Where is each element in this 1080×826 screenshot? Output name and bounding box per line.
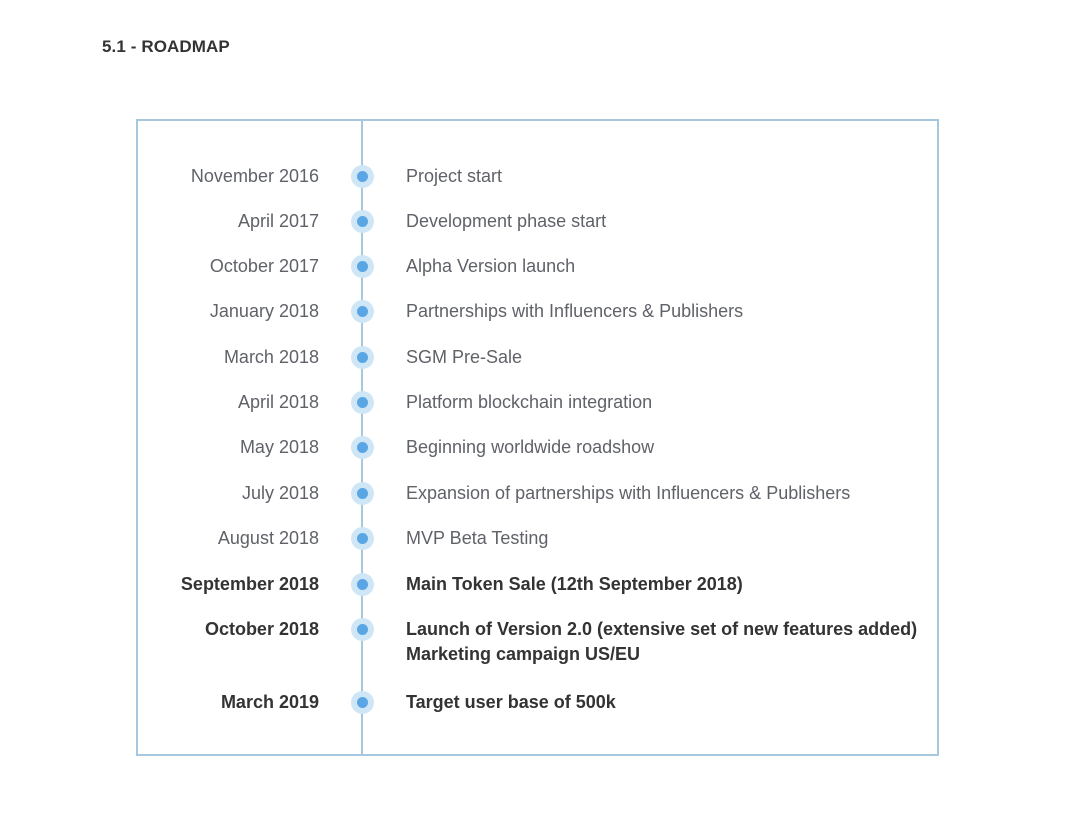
roadmap-date: April 2018 [237,392,319,412]
roadmap-item [0,299,1080,323]
roadmap-item [0,690,1080,714]
roadmap-event [406,572,743,596]
timeline-marker [351,618,374,641]
roadmap-item [0,435,1080,459]
roadmap-item [0,390,1080,414]
roadmap-event-line: Main Token Sale (12th September 2018) [406,574,743,594]
roadmap-date: July 2018 [241,483,319,503]
roadmap-event-line: Launch of Version 2.0 (extensive set of new features added) [406,619,918,639]
roadmap-date: November 2016 [190,166,319,186]
timeline-dot [357,397,368,408]
roadmap-event [406,390,652,414]
roadmap-item [0,345,1080,369]
timeline-dot [357,697,368,708]
roadmap-item [0,617,1080,664]
roadmap-item [0,481,1080,505]
roadmap-date: January 2018 [209,301,319,321]
roadmap-event-line: Target user base of 500k [406,692,616,712]
roadmap-event-line: SGM Pre-Sale [406,347,523,367]
timeline-marker [351,210,374,233]
timeline-marker [351,346,374,369]
timeline-dot [357,261,368,272]
roadmap-event-line: Project start [406,166,503,186]
timeline-marker [351,527,374,550]
roadmap-event-line: Partnerships with Influencers & Publishers [406,301,744,321]
roadmap-event-line: Marketing campaign US/EU [406,644,641,664]
roadmap-event [406,164,502,188]
timeline-marker [351,436,374,459]
roadmap-event-line: Expansion of partnerships with Influencers & Publishers [406,483,851,503]
timeline-marker [351,165,374,188]
roadmap-event-line: Development phase start [406,211,607,231]
roadmap-date: April 2017 [237,211,319,231]
roadmap-event-line: MVP Beta Testing [406,528,549,548]
roadmap-date: October 2017 [209,256,319,276]
roadmap-event [406,617,917,668]
timeline-marker [351,255,374,278]
roadmap-date: September 2018 [180,574,319,594]
timeline-dot [357,216,368,227]
timeline-marker [351,391,374,414]
roadmap-event [406,299,743,323]
timeline-marker [351,482,374,505]
roadmap-date: March 2019 [220,692,319,712]
roadmap-event-line: Alpha Version launch [406,256,576,276]
timeline-dot [357,624,368,635]
roadmap-event [406,345,522,369]
roadmap-event [406,690,616,714]
roadmap-item [0,209,1080,233]
roadmap-date: May 2018 [239,437,319,457]
timeline-dot [357,579,368,590]
roadmap-date: August 2018 [217,528,319,548]
roadmap-event-line: Beginning worldwide roadshow [406,437,655,457]
roadmap-event [406,481,850,505]
roadmap-date: October 2018 [204,619,319,639]
timeline-dot [357,352,368,363]
roadmap-item [0,526,1080,550]
roadmap-item [0,572,1080,596]
roadmap-event [406,209,606,233]
timeline-dot [357,533,368,544]
timeline-dot [357,306,368,317]
timeline-dot [357,442,368,453]
roadmap-item [0,164,1080,188]
timeline-dot [357,171,368,182]
roadmap-event-line: Platform blockchain integration [406,392,653,412]
roadmap-event [406,526,548,550]
timeline-marker [351,691,374,714]
roadmap-item [0,254,1080,278]
roadmap-date: March 2018 [223,347,319,367]
timeline-dot [357,488,368,499]
timeline-marker [351,573,374,596]
roadmap-event [406,254,575,278]
roadmap-event [406,435,654,459]
timeline-marker [351,300,374,323]
section-heading: 5.1 - ROADMAP [102,37,230,56]
